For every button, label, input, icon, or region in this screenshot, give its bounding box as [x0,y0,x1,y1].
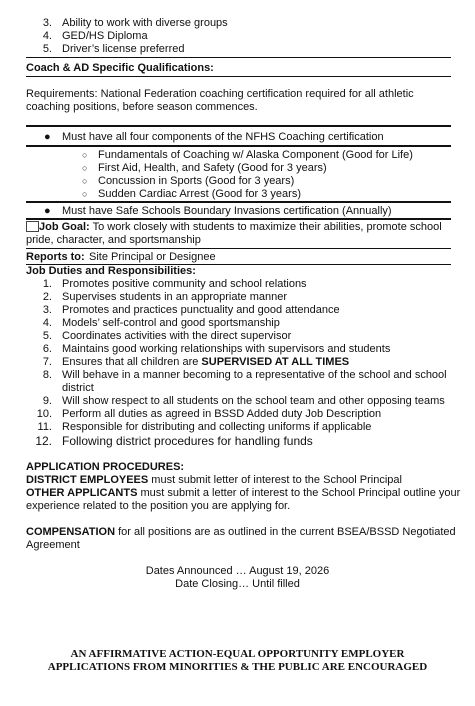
job-duties-heading: Job Duties and Responsibilities: [26,265,196,277]
compensation-label: COMPENSATION [26,526,116,538]
list-number: 7. [42,356,52,368]
district-employees-line [26,474,402,486]
nfhs-requirement: Must have all four components of the NFHS Coaching certification [62,131,384,143]
job-goal-label: Job Goal: [39,221,90,233]
bullet-icon: ● [44,131,51,143]
certification-item: First Aid, Health, and Safety (Good for 3 years) [98,162,327,174]
compensation-line [26,526,456,538]
list-number: 6. [42,343,52,355]
duty-item: Will show respect to all students on the school team and other opposing teams [62,395,445,407]
date-closing: Date Closing… Until filled [175,578,300,590]
eeo-footer: AN AFFIRMATIVE ACTION-EQUAL OPPORTUNITY EMPLOYER [70,648,405,660]
placeholder-glyph-icon [26,221,39,232]
circle-bullet-icon: ○ [82,189,88,199]
list-item: Ability to work with diverse groups [62,17,228,29]
reports-to-label: Reports to: [26,251,85,263]
other-applicants-text: must submit a letter of interest to the School Principal outline your [137,487,461,499]
list-number: 9. [42,395,52,407]
circle-bullet-icon: ○ [82,150,88,160]
divider [26,248,451,249]
duty-item: Supervises students in an appropriate manner [62,291,288,303]
divider [26,57,451,58]
safe-schools-requirement: Must have Safe Schools Boundary Invasions certification (Annually) [62,205,392,217]
compensation-text: for all positions are as outlined in the current BSEA/BSSD Negotiated [115,526,456,538]
list-item: Driver’s license preferred [62,43,185,55]
duty-item: Will behave in a manner becoming to a representative of the school and school [62,369,447,381]
circle-bullet-icon: ○ [82,176,88,186]
duty-emphasis: SUPERVISED AT ALL TIMES [201,356,350,368]
duty-item: Promotes and practices punctuality and good attendance [62,304,340,316]
other-applicants-label: OTHER APPLICANTS [26,487,138,499]
duty-item-continued: district [62,382,94,394]
district-employees-text: must submit letter of interest to the School Principal [148,474,402,486]
other-applicants-line [26,487,460,499]
other-applicants-text: experience related to the position you are applying for. [26,500,291,512]
reports-to-value: Site Principal or Designee [89,251,216,263]
certification-item: Fundamentals of Coaching w/ Alaska Component (Good for Life) [98,149,413,161]
duty-item: Responsible for distributing and collecting uniforms if applicable [62,421,372,433]
list-number: 12. [35,434,52,448]
divider [26,218,451,220]
bullet-icon: ● [44,205,51,217]
duty-text: Ensures that all children are [62,356,202,368]
list-number: 3. [42,304,52,316]
divider [26,125,451,127]
requirements-text: Requirements: National Federation coaching certification required for all athletic [26,88,414,100]
eeo-footer: APPLICATIONS FROM MINORITIES & THE PUBLIC ARE ENCOURAGED [47,661,428,673]
divider [26,76,451,77]
coach-qualifications-heading: Coach & AD Specific Qualifications: [26,62,214,74]
list-number: 5. [42,43,52,55]
application-procedures-heading: APPLICATION PROCEDURES: [26,461,185,473]
divider [26,201,451,203]
requirements-text: coaching positions, before season commences. [26,101,258,113]
circle-bullet-icon: ○ [82,163,88,173]
list-number: 10. [36,408,52,420]
certification-item: Concussion in Sports (Good for 3 years) [98,175,295,187]
list-number: 1. [42,278,52,290]
duty-item: Models’ self-control and good sportsmanship [62,317,280,329]
list-number: 5. [42,330,52,342]
duty-item: Perform all duties as agreed in BSSD Added duty Job Description [62,408,382,420]
compensation-text: Agreement [26,539,80,551]
district-employees-label: DISTRICT EMPLOYEES [26,474,149,486]
duty-item: Maintains good working relationships with supervisors and students [62,343,391,355]
job-goal-text: pride, character, and sportsmanship [26,234,201,246]
list-number: 4. [42,317,52,329]
list-number: 3. [42,17,52,29]
divider [26,145,451,147]
job-goal-text: To work closely with students to maximize their abilities, promote school [89,221,442,233]
list-number: 4. [42,30,52,42]
duty-item [62,356,349,368]
list-number: 11. [37,421,52,433]
list-number: 8. [42,369,52,381]
certification-item: Sudden Cardiac Arrest (Good for 3 years) [98,188,301,200]
list-item: GED/HS Diploma [62,30,148,42]
duty-item: Coordinates activities with the direct supervisor [62,330,292,342]
duty-item: Promotes positive community and school relations [62,278,307,290]
list-number: 2. [42,291,52,303]
duty-item: Following district procedures for handling funds [62,434,313,448]
dates-announced: Dates Announced … August 19, 2026 [145,565,330,577]
job-goal [39,221,442,233]
